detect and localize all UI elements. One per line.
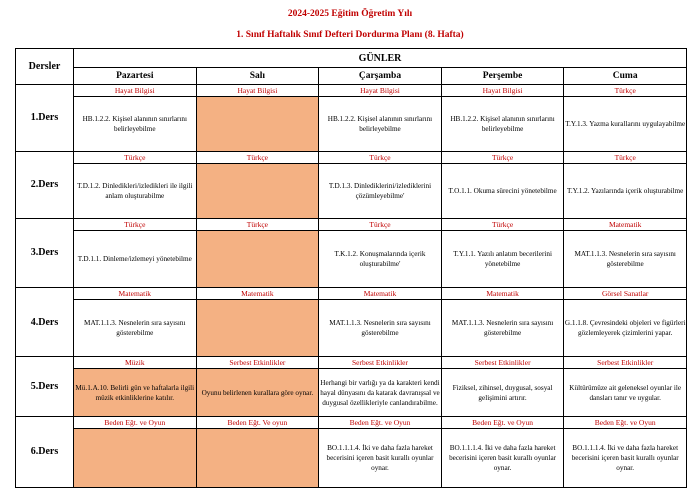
lesson-outcome: G.1.1.8. Çevresindeki objeleri ve figürleri gözlemleyerek çizimlerini yapar. <box>564 300 687 357</box>
subject-label: Matematik <box>74 288 197 300</box>
subject-label: Hayat Bilgisi <box>74 85 197 97</box>
lesson-outcome: BO.1.1.1.4. İki ve daha fazla hareket becerisini içeren basit kurallı oyunlar oynar. <box>319 429 442 488</box>
subject-label: Türkçe <box>196 151 319 163</box>
lesson-outcome: MAT.1.1.3. Nesnelerin sıra sayısını gösterebilme <box>74 300 197 357</box>
lesson-outcome: HB.1.2.2. Kişisel alanının sınırlarını belirleyebilme <box>441 97 564 152</box>
subject-label: Türkçe <box>319 151 442 163</box>
subject-label: Türkçe <box>196 218 319 230</box>
empty-cell <box>196 164 319 219</box>
header-day-sali: Salı <box>196 68 319 85</box>
page-title: 2024-2025 Eğitim Öğretim Yılı <box>287 9 413 19</box>
lesson-outcome: T.Y.1.1. Yazılı anlatım becerilerini yönetebilme <box>441 231 564 288</box>
lesson-outcome: HB.1.2.2. Kişisel alanının sınırlarını belirleyebilme <box>74 97 197 152</box>
subject-label: Beden Eğt. ve Oyun <box>564 416 687 428</box>
empty-cell <box>196 231 319 288</box>
lesson-outcome: MAT.1.1.3. Nesnelerin sıra sayısını gösterebilme <box>564 231 687 288</box>
subject-label: Türkçe <box>564 151 687 163</box>
lesson-label: 4.Ders <box>16 288 74 357</box>
lesson-outcome: T.O.1.1. Okuma sürecini yönetebilme <box>441 164 564 219</box>
subject-label: Türkçe <box>319 218 442 230</box>
subject-label: Beden Eğt. ve Oyun <box>441 416 564 428</box>
lesson-outcome: T.D.1.1. Dinleme/izlemeyi yönetebilme <box>74 231 197 288</box>
lesson-outcome: Oyunu belirlenen kurallara göre oynar. <box>196 369 319 416</box>
subject-label: Görsel Sanatlar <box>564 288 687 300</box>
lesson-label: 1.Ders <box>16 85 74 152</box>
subject-label: Türkçe <box>74 151 197 163</box>
subject-label: Türkçe <box>441 151 564 163</box>
subject-label: Beden Eğt. ve Oyun <box>74 416 197 428</box>
lesson-outcome: MAT.1.1.3. Nesnelerin sıra sayısını gösterebilme <box>319 300 442 357</box>
lesson-outcome: T.D.1.3. Dinlediklerini/izlediklerini çözümleyebilme' <box>319 164 442 219</box>
header-day-persembe: Perşembe <box>441 68 564 85</box>
subject-label: Hayat Bilgisi <box>441 85 564 97</box>
lesson-outcome: Kültürümüze ait geleneksel oyunlar ile dansları tanır ve uygular. <box>564 369 687 416</box>
subject-label: Serbest Etkinlikler <box>441 357 564 369</box>
lesson-outcome: MAT.1.1.3. Nesnelerin sıra sayısını gösterebilme <box>441 300 564 357</box>
lesson-outcome: Fiziksel, zihinsel, duygusal, sosyal gelişimini artırır. <box>441 369 564 416</box>
subject-label: Türkçe <box>74 218 197 230</box>
lesson-outcome: BO.1.1.1.4. İki ve daha fazla hareket becerisini içeren basit kurallı oyunlar oynar. <box>564 429 687 488</box>
lesson-outcome: HB.1.2.2. Kişisel alanının sınırlarını belirleyebilme <box>319 97 442 152</box>
lesson-label: 5.Ders <box>16 357 74 417</box>
subject-label: Matematik <box>564 218 687 230</box>
header-day-carsamba: Çarşamba <box>319 68 442 85</box>
lesson-label: 2.Ders <box>16 151 74 218</box>
header-day-cuma: Cuma <box>564 68 687 85</box>
page-subtitle: 1. Sınıf Haftalık Sınıf Defteri Dordurma Planı (8. Hafta) <box>236 30 464 40</box>
lesson-label: 6.Ders <box>16 416 74 487</box>
weekly-plan-table <box>15 48 687 488</box>
empty-cell <box>196 300 319 357</box>
subject-label: Serbest Etkinlikler <box>196 357 319 369</box>
lesson-outcome: T.K.1.2. Konuşmalarında içerik oluşturabilme' <box>319 231 442 288</box>
lesson-outcome: Mü.1.A.10. Belirli gün ve haftalarla ilgili müzik etkinliklerine katılır. <box>74 369 197 416</box>
header-gunler: GÜNLER <box>74 49 687 68</box>
subject-label: Matematik <box>196 288 319 300</box>
lesson-outcome: BO.1.1.1.4. İki ve daha fazla hareket becerisini içeren basit kurallı oyunlar oynar. <box>441 429 564 488</box>
lesson-label: 3.Ders <box>16 218 74 287</box>
subject-label: Serbest Etkinlikler <box>319 357 442 369</box>
header-dersler: Dersler <box>16 49 74 85</box>
lesson-outcome: T.D.1.2. Dinledikleri/izledikleri ile ilgili anlam oluşturabilme <box>74 164 197 219</box>
lesson-outcome: Herhangi bir varlığı ya da karakteri kendi hayal dünyasını da katarak davranışsal ve duygusal özellikleriyle canlandırabilme. <box>319 369 442 416</box>
subject-label: Beden Eğt. ve Oyun <box>319 416 442 428</box>
subject-label: Matematik <box>441 288 564 300</box>
subject-label: Matematik <box>319 288 442 300</box>
lesson-outcome: T.Y.1.3. Yazma kurallarını uygulayabilme <box>564 97 687 152</box>
subject-label: Müzik <box>74 357 197 369</box>
header-day-pazartesi: Pazartesi <box>74 68 197 85</box>
subject-label: Hayat Bilgisi <box>319 85 442 97</box>
lesson-outcome: T.Y.1.2. Yazılarında içerik oluşturabilme <box>564 164 687 219</box>
empty-cell <box>74 429 197 488</box>
subject-label: Hayat Bilgisi <box>196 85 319 97</box>
empty-cell <box>196 97 319 152</box>
subject-label: Türkçe <box>564 85 687 97</box>
subject-label: Beden Eğt. Ve oyun <box>196 416 319 428</box>
subject-label: Serbest Etkinlikler <box>564 357 687 369</box>
subject-label: Türkçe <box>441 218 564 230</box>
empty-cell <box>196 429 319 488</box>
